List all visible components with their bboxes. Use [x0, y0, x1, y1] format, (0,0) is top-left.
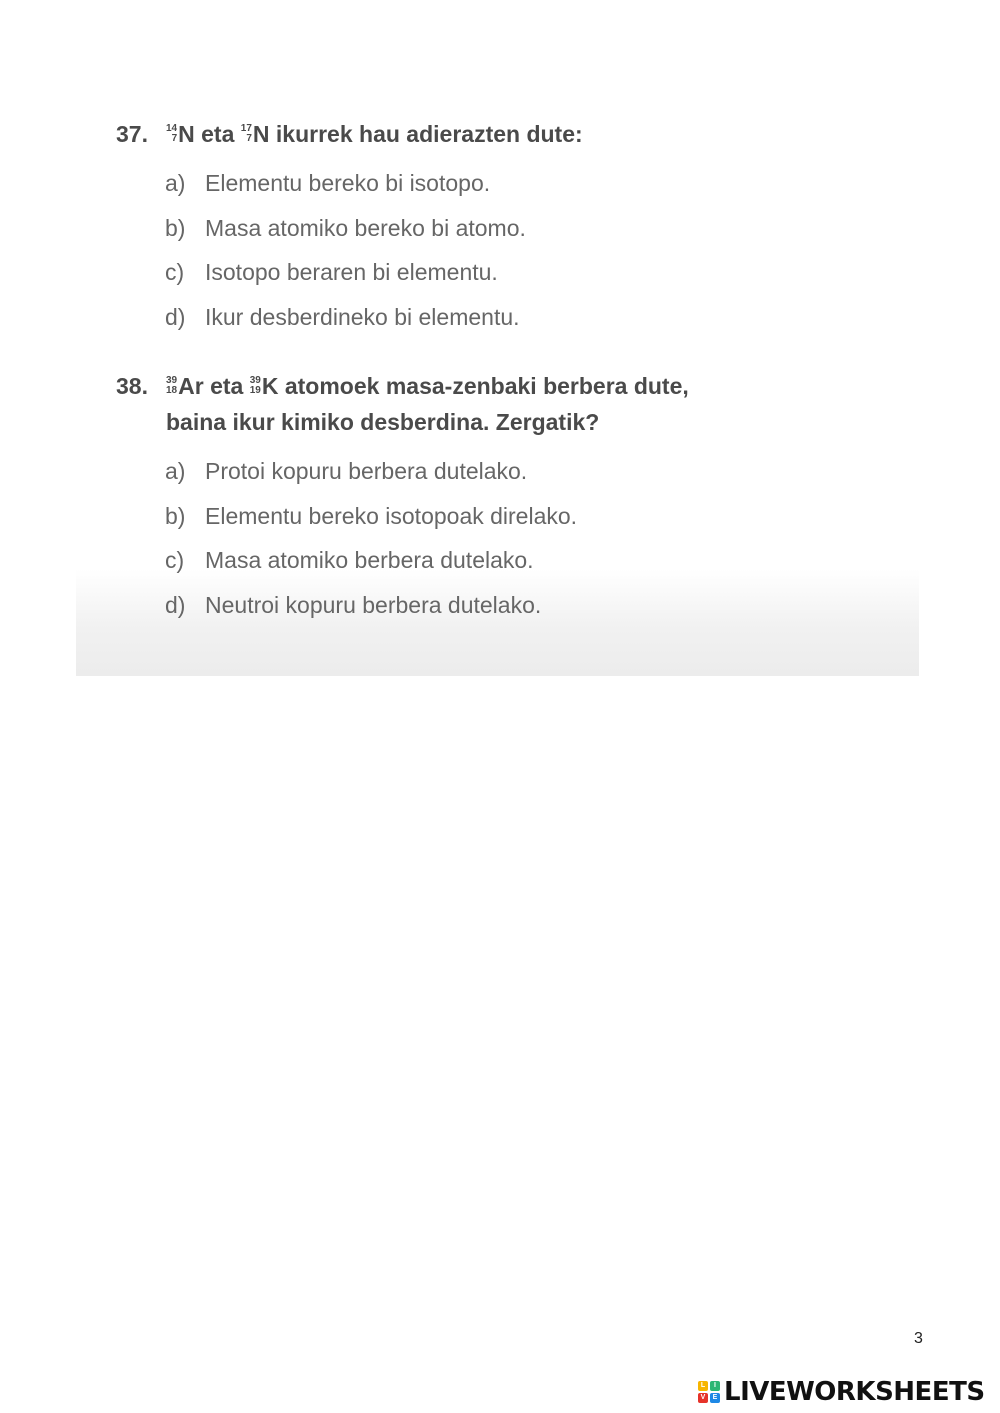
mass-number: 39	[249, 374, 261, 386]
question-text	[166, 116, 583, 152]
option-letter: d)	[165, 592, 186, 618]
element-symbol: N	[252, 121, 270, 147]
connector-text: eta	[194, 121, 241, 147]
logo-tile: V	[698, 1393, 708, 1403]
logo-tile: L	[698, 1381, 708, 1391]
option-text: Ikur desberdineko bi elementu.	[205, 304, 520, 330]
mass-number: 39	[166, 374, 178, 386]
element-symbol: N	[178, 121, 195, 147]
atomic-number: 7	[246, 132, 252, 144]
question-number: 37.	[116, 121, 148, 147]
logo-tile: I	[710, 1381, 720, 1391]
question-text	[166, 368, 689, 404]
brand-logo-icon	[698, 1381, 720, 1403]
option-37-c[interactable]	[165, 257, 498, 287]
question-tail: ikurrek hau adierazten dute:	[269, 121, 583, 147]
element-symbol: Ar	[178, 373, 204, 399]
question-text-line2: baina ikur kimiko desberdina. Zergatik?	[166, 409, 600, 435]
option-text: Protoi kopuru berbera dutelako.	[205, 458, 528, 484]
option-text: Isotopo beraren bi elementu.	[205, 259, 498, 285]
logo-tile: E	[710, 1393, 720, 1403]
option-38-a[interactable]	[165, 456, 527, 486]
isotope-notation	[166, 124, 177, 144]
mass-number: 17	[240, 122, 252, 134]
brand-name: LIVEWORKSHEETS	[724, 1377, 985, 1407]
option-text: Elementu bereko bi isotopo.	[205, 170, 491, 196]
option-letter: a)	[165, 170, 186, 196]
option-text: Masa atomiko berbera dutelako.	[205, 547, 534, 573]
isotope-notation	[241, 124, 252, 144]
option-letter: a)	[165, 458, 186, 484]
option-37-a[interactable]	[165, 168, 490, 198]
page-number: 3	[914, 1330, 923, 1347]
option-letter: d)	[165, 304, 186, 330]
element-symbol: K	[261, 373, 279, 399]
option-38-b[interactable]	[165, 501, 577, 531]
atomic-number: 19	[249, 384, 261, 396]
option-letter: b)	[165, 503, 186, 529]
option-text: Masa atomiko bereko bi atomo.	[205, 215, 526, 241]
option-38-c[interactable]	[165, 545, 534, 575]
option-37-b[interactable]	[165, 213, 526, 243]
question-number: 38.	[116, 373, 148, 399]
option-letter: c)	[165, 547, 185, 573]
atomic-number: 18	[166, 384, 178, 396]
brand-footer[interactable]	[698, 1376, 985, 1408]
isotope-notation	[166, 376, 177, 396]
option-letter: b)	[165, 215, 186, 241]
atomic-number: 7	[171, 132, 178, 144]
mass-number: 14	[166, 122, 178, 134]
option-letter: c)	[165, 259, 185, 285]
option-text: Elementu bereko isotopoak direlako.	[205, 503, 578, 529]
connector-text: eta	[203, 373, 250, 399]
option-37-d[interactable]	[165, 302, 520, 332]
question-tail: atomoek masa-zenbaki berbera dute,	[278, 373, 689, 399]
isotope-notation	[250, 376, 261, 396]
option-38-d[interactable]	[165, 590, 541, 620]
option-text: Neutroi kopuru berbera dutelako.	[205, 592, 542, 618]
